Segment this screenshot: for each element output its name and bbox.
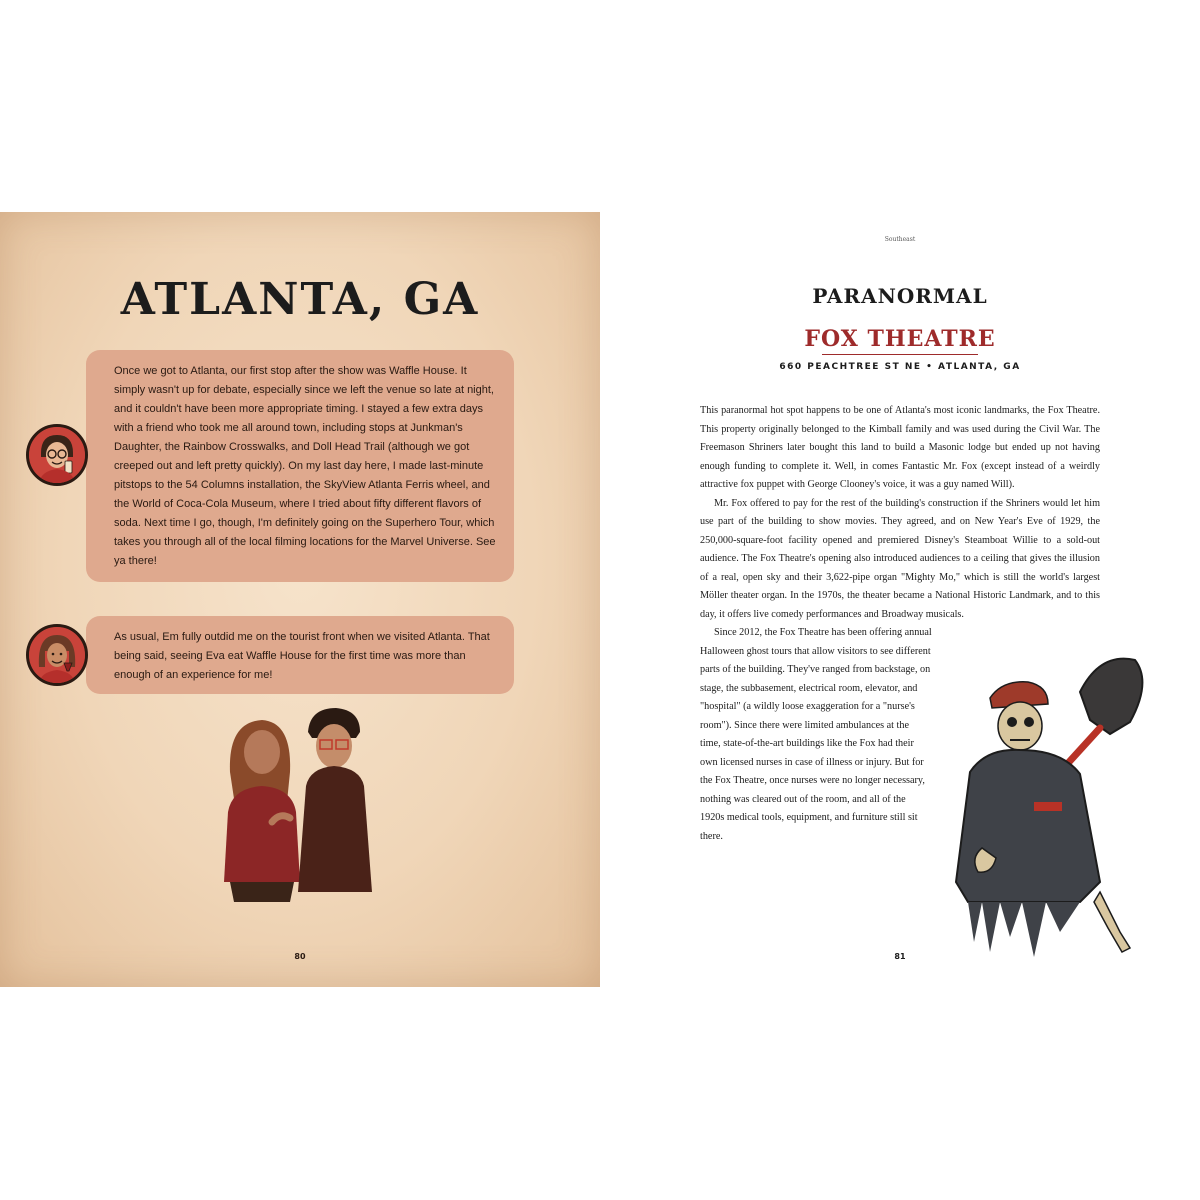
page-number-right: 81: [894, 952, 906, 961]
avatar-eva-illustration: [29, 627, 85, 683]
running-head: Southeast: [884, 236, 916, 243]
page-number-left: 80: [294, 952, 306, 961]
bubble-text-em: Once we got to Atlanta, our first stop after the show was Waffle House. It simply wasn't up for debate, especially since we left the venue so late at night, and it couldn't have been more appropriate timing. I stayed a few extra days with a friend who took me all around town, including stops at Junkman's Daughter, the Rainbow Crosswalks, and Doll Head Trail (although we got creeped out and left pretty quickly). On my last day here, I made last-minute pitstops to the 54 Columns installation, the SkyView Atlanta Ferris wheel, and the World of Coca-Cola Museum, where I tried about fifty different flavors of soda. Next time I go, though, I'm definitely going on the Superhero Tour, which takes you through all of the local filming locations for the Marvel Universe. See ya there!: [114, 365, 496, 567]
paragraph-3: Since 2012, the Fox Theatre has been offering annual Halloween ghost tours that allow visitors to see different parts of the building. They've ranged from backstage, on stage, the subbasement, electrical room, elevator, and "hospital" (a wildly loose exaggeration for a "nurse's room"). Since there were limited ambulances at the time, state-of-the-art buildings like the Fox had their own licensed nurses in case of illness or injury. But for the Fox Theatre, once nurses were no longer necessary, nothing was cleared out of the room, and all of the 1920s medical tools, equipment, and furniture still sit there.: [700, 627, 932, 842]
venue-address: 660 PEACHTREE ST NE • ATLANTA, GA: [779, 362, 1021, 372]
speech-bubble-eva: [86, 616, 514, 694]
avatar-em-illustration: [29, 427, 85, 483]
couple-illustration: [210, 702, 390, 902]
avatar-em: [26, 424, 88, 486]
left-page: [0, 212, 600, 987]
bubble-text-eva: As usual, Em fully outdid me on the tourist front when we visited Atlanta. That being said, seeing Eva eat Waffle House for the first time was more than enough of an experience for me!: [114, 631, 490, 681]
avatar-eva: [26, 624, 88, 686]
paragraph-1: This paranormal hot spot happens to be one of Atlanta's most iconic landmarks, the Fox Theatre. This property originally belonged to the Kimball family and was used during the Civil War. The Freemason Shriners later bought this land to build a Masonic lodge but ended up not having enough funding to complete it. Well, in comes Fantastic Mr. Fox (except instead of a weirdly attractive fox puppet with George Clooney's voice, it was a guy named Will).: [700, 405, 1100, 490]
paragraph-2: Mr. Fox offered to pay for the rest of the building's construction if the Shriners would let him use part of the building to show movies. They agreed, and on New Year's Eve of 1929, the 250,000-square-foot facility opened and premiered Disney's Steamboat Willie to a sold-out audience. The Fox Theatre's opening also introduced audiences to a ceiling that gives the illusion of a real, open sky and their 3,622-pipe organ "Mighty Mo," which is still the world's largest Möller theater organ. In the 1970s, the theater became a National Historic Landmark, and to this day, it offers live comedy performances and Broadway musicals.: [700, 497, 1100, 620]
speech-bubble-em: [86, 350, 514, 582]
skeleton-worker-illustration: [930, 652, 1155, 972]
page-title: ATLANTA, GA: [120, 274, 480, 325]
section-kicker: PARANORMAL: [812, 284, 988, 308]
venue-title: FOX THEATRE: [804, 326, 996, 352]
right-page: [600, 212, 1200, 987]
venue-title-rule: [822, 354, 978, 355]
